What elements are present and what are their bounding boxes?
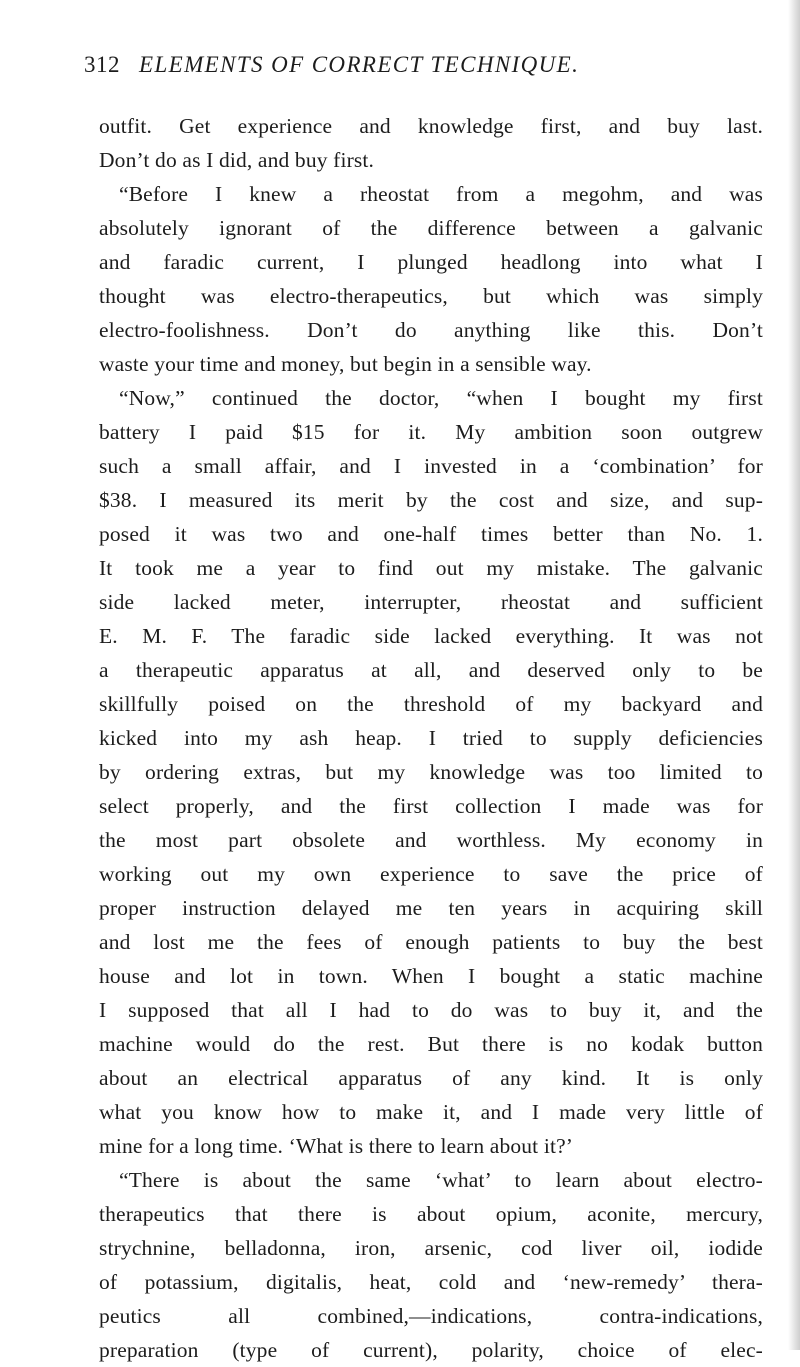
text-line: house and lot in town. When I bought a static machine (99, 964, 763, 988)
text-line: side lacked meter, interrupter, rheostat and sufficient (99, 590, 763, 614)
text-line: machine would do the rest. But there is no kodak button (99, 1032, 763, 1056)
text-line: a therapeutic apparatus at all, and deserved only to be (99, 658, 763, 682)
text-line: select properly, and the first collection I made was for (99, 794, 763, 818)
text-line: working out my own experience to save the price of (99, 862, 763, 886)
text-line: $38. I measured its merit by the cost and size, and sup- (99, 488, 763, 512)
text-line: such a small affair, and I invested in a ‘combination’ for (99, 454, 763, 478)
text-line: battery I paid $15 for it. My ambition soon outgrew (99, 420, 763, 444)
text-line: about an electrical apparatus of any kind. It is only (99, 1066, 763, 1090)
text-line: proper instruction delayed me ten years in acquiring skill (99, 896, 763, 920)
text-line: electro-foolishness. Don’t do anything like this. Don’t (99, 318, 763, 342)
text-line: peutics all combined,—indications, contra-indications, (99, 1304, 763, 1328)
text-line: strychnine, belladonna, iron, arsenic, cod liver oil, iodide (99, 1236, 763, 1260)
text-line: E. M. F. The faradic side lacked everything. It was not (99, 624, 763, 648)
text-line: thought was electro-therapeutics, but which was simply (99, 284, 763, 308)
text-line: what you know how to make it, and I made very little of (99, 1100, 763, 1124)
text-line: It took me a year to find out my mistake. The galvanic (99, 556, 763, 580)
text-line: and faradic current, I plunged headlong into what I (99, 250, 763, 274)
text-line: absolutely ignorant of the difference between a galvanic (99, 216, 763, 240)
text-line: posed it was two and one-half times better than No. 1. (99, 522, 763, 546)
text-line: waste your time and money, but begin in a sensible way. (99, 352, 592, 376)
text-line: “Before I knew a rheostat from a megohm, and was (119, 182, 763, 206)
text-line: outfit. Get experience and knowledge first, and buy last. (99, 114, 763, 138)
page-header (0, 52, 800, 92)
text-line: Don’t do as I did, and buy first. (99, 148, 375, 172)
text-line: “Now,” continued the doctor, “when I bought my first (119, 386, 763, 410)
text-line: and lost me the fees of enough patients to buy the best (99, 930, 763, 954)
text-line: of potassium, digitalis, heat, cold and ‘new-remedy’ thera- (99, 1270, 763, 1294)
text-line: mine for a long time. ‘What is there to learn about it?’ (99, 1134, 574, 1158)
text-line: therapeutics that there is about opium, aconite, mercury, (99, 1202, 763, 1226)
text-line: skillfully poised on the threshold of my backyard and (99, 692, 763, 716)
text-line: “There is about the same ‘what’ to learn about electro- (119, 1168, 763, 1192)
text-line: the most part obsolete and worthless. My economy in (99, 828, 763, 852)
page-edge-shadow (788, 0, 800, 1350)
text-line: by ordering extras, but my knowledge was too limited to (99, 760, 763, 784)
text-line: kicked into my ash heap. I tried to supply deficiencies (99, 726, 763, 750)
text-line: preparation (type of current), polarity, choice of elec- (99, 1338, 763, 1362)
running-title: ELEMENTS OF CORRECT TECHNIQUE. (139, 52, 580, 77)
page-number: 312 (84, 52, 120, 77)
body-text (99, 109, 763, 1367)
text-line: I supposed that all I had to do was to buy it, and the (99, 998, 763, 1022)
